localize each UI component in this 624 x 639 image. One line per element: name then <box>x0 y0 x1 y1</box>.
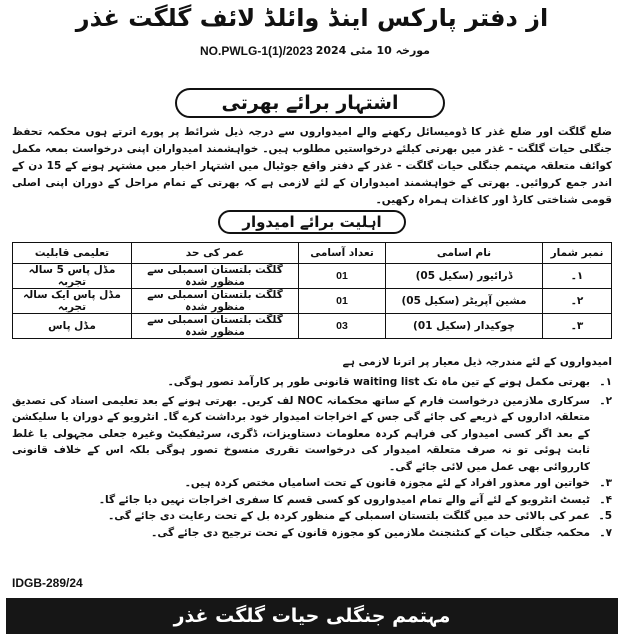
condition-text: بھرتی مکمل ہونے کے تین ماہ تک waiting list قانونی طور پر کارآمد تصور ہوگی۔ <box>167 376 590 388</box>
cell-qualification: مڈل پاس ایک سالہ تجربہ <box>13 289 132 314</box>
conditions-list <box>12 374 612 541</box>
header-age-limit: عمر کی حد <box>132 243 299 264</box>
cell-age-limit: گلگت بلتستان اسمبلی سے منظور شدہ <box>132 314 299 339</box>
header-qualification: تعلیمی قابلیت <box>13 243 132 264</box>
cell-serial: ۳۔ <box>543 314 612 339</box>
condition-text: عمر کی بالائی حد میں گلگت بلتستان اسمبلی کے منظور کردہ بل کے تحت رعایت دی جائے گی۔ <box>108 510 590 522</box>
cell-post-name: ڈرائیور (سکیل 05) <box>386 264 543 289</box>
intro-paragraph: ضلع گلگت اور ضلع غذر کا ڈومیسائل رکھنے والے امیدواروں سے درجہ ذیل شرائط پر پورے اترتے ہوں محکمہ تحفظ جنگلی حیات گلگت - غذر میں بھرتی کیلئے درخواستیں مطلوب ہیں۔ خواہشمند امیدواران اپنی درخواست بمعہ مکمل کوائف متعلقہ مہتمم جنگلی حیات گلگت - غذر کے دفتر واقع جوٹیال میں اشتہار اخبار میں مشتہر ہونے کے 15 دن کے اندر جمع کروائیں۔ بھرتی کے خواہشمند امیدواران کے لئے لازمی ہے کہ بھرتی کے تمام مراحل کے دوران اپنی اصلی قومی شناختی کارڈ اور کاغذات ہمراہ رکھیں۔ <box>12 126 613 206</box>
condition-number: ۴۔ <box>599 493 612 506</box>
conditions-intro: امیدواروں کے لئے مندرجہ ذیل معیار پر اترنا لازمی ہے <box>342 356 612 368</box>
cell-qualification: مڈل پاس 5 سالہ تجربہ <box>13 264 132 289</box>
cell-age-limit: گلگت بلتستان اسمبلی سے منظور شدہ <box>132 264 299 289</box>
idgb-code: IDGB-289/24 <box>12 576 83 590</box>
cell-serial: ۲۔ <box>543 289 612 314</box>
list-item <box>12 475 612 492</box>
table-row <box>13 289 612 314</box>
list-item <box>12 374 612 391</box>
eligibility-banner: اہلیت برائے امیدوار <box>218 210 406 234</box>
condition-number: ۷۔ <box>599 526 612 539</box>
condition-number: 5۔ <box>598 510 612 522</box>
list-item <box>12 525 612 542</box>
list-item <box>12 508 612 525</box>
footer-signature: مہتمم جنگلی حیات گلگت غذر <box>6 598 618 634</box>
cell-post-name: مشین آپریٹر (سکیل 05) <box>386 289 543 314</box>
table-row <box>13 264 612 289</box>
cell-post-count: 01 <box>299 289 386 314</box>
condition-number: ۲۔ <box>599 394 612 407</box>
list-item <box>12 393 612 476</box>
cell-post-count: 01 <box>299 264 386 289</box>
reference-row <box>200 44 430 66</box>
condition-text: ٹیسٹ انٹرویو کے لئے آنے والے تمام امیدواروں کو کسی قسم کا سفری اخراجات نہیں دیا جائے گا۔ <box>98 493 590 506</box>
condition-text: خواتین اور معذور افراد کے لئے مجوزہ قانون کے تحت اسامیاں مختص کردہ ہیں۔ <box>184 477 590 489</box>
cell-serial: ۱۔ <box>543 264 612 289</box>
header-post-count: تعداد آسامی <box>299 243 386 264</box>
reference-number: NO.PWLG-1(1)/2023 <box>200 44 313 58</box>
condition-text: محکمہ جنگلی حیات کے کنٹنجنٹ ملازمین کو مجوزہ قانون کے تحت ترجیح دی جائے گی۔ <box>151 526 590 539</box>
condition-text: سرکاری ملازمین درخواست فارم کے ساتھ محکمانہ NOC لف کریں۔ بھرتی ہونے کے بعد تعلیمی اسناد کی تصدیق متعلقہ اداروں کے ذریعے کی جائے گی جس کے اخراجات امیدوار خود برداشت کرے گا۔ انٹرویو کے دوران یا سلیکشن کے بعد اگر کسی امیدوار کی فراہم کردہ معلومات دستاویزات، ڈگری، سرٹیفکیٹ وغیرہ جعلی مجہولی یا غلط ثابت ہوئی تو نہ صرف متعلقہ امیدوار کی درخواست تقرری منسوخ تصور ہوگی بلکہ اس کے خلاف قانونی کارروائی بھی عمل میں لائی جائے گی۔ <box>12 394 590 473</box>
table-row <box>13 314 612 339</box>
cell-post-count: 03 <box>299 314 386 339</box>
table-header-row <box>13 243 612 264</box>
list-item <box>12 492 612 509</box>
vacancy-table <box>12 242 612 339</box>
recruitment-banner: اشتہار برائے بھرتی <box>175 88 445 118</box>
cell-age-limit: گلگت بلتستان اسمبلی سے منظور شدہ <box>132 289 299 314</box>
reference-date: مورخہ 10 مئی 2024 <box>315 44 430 57</box>
office-title: از دفتر پارکس اینڈ وائلڈ لائف گلگت غذر <box>75 4 549 32</box>
cell-post-name: چوکیدار (سکیل 01) <box>386 314 543 339</box>
condition-number: ۳۔ <box>599 477 612 489</box>
cell-qualification: مڈل پاس <box>13 314 132 339</box>
header-serial: نمبر شمار <box>543 243 612 264</box>
header-post-name: نام اسامی <box>386 243 543 264</box>
condition-number: ۱۔ <box>599 376 612 388</box>
